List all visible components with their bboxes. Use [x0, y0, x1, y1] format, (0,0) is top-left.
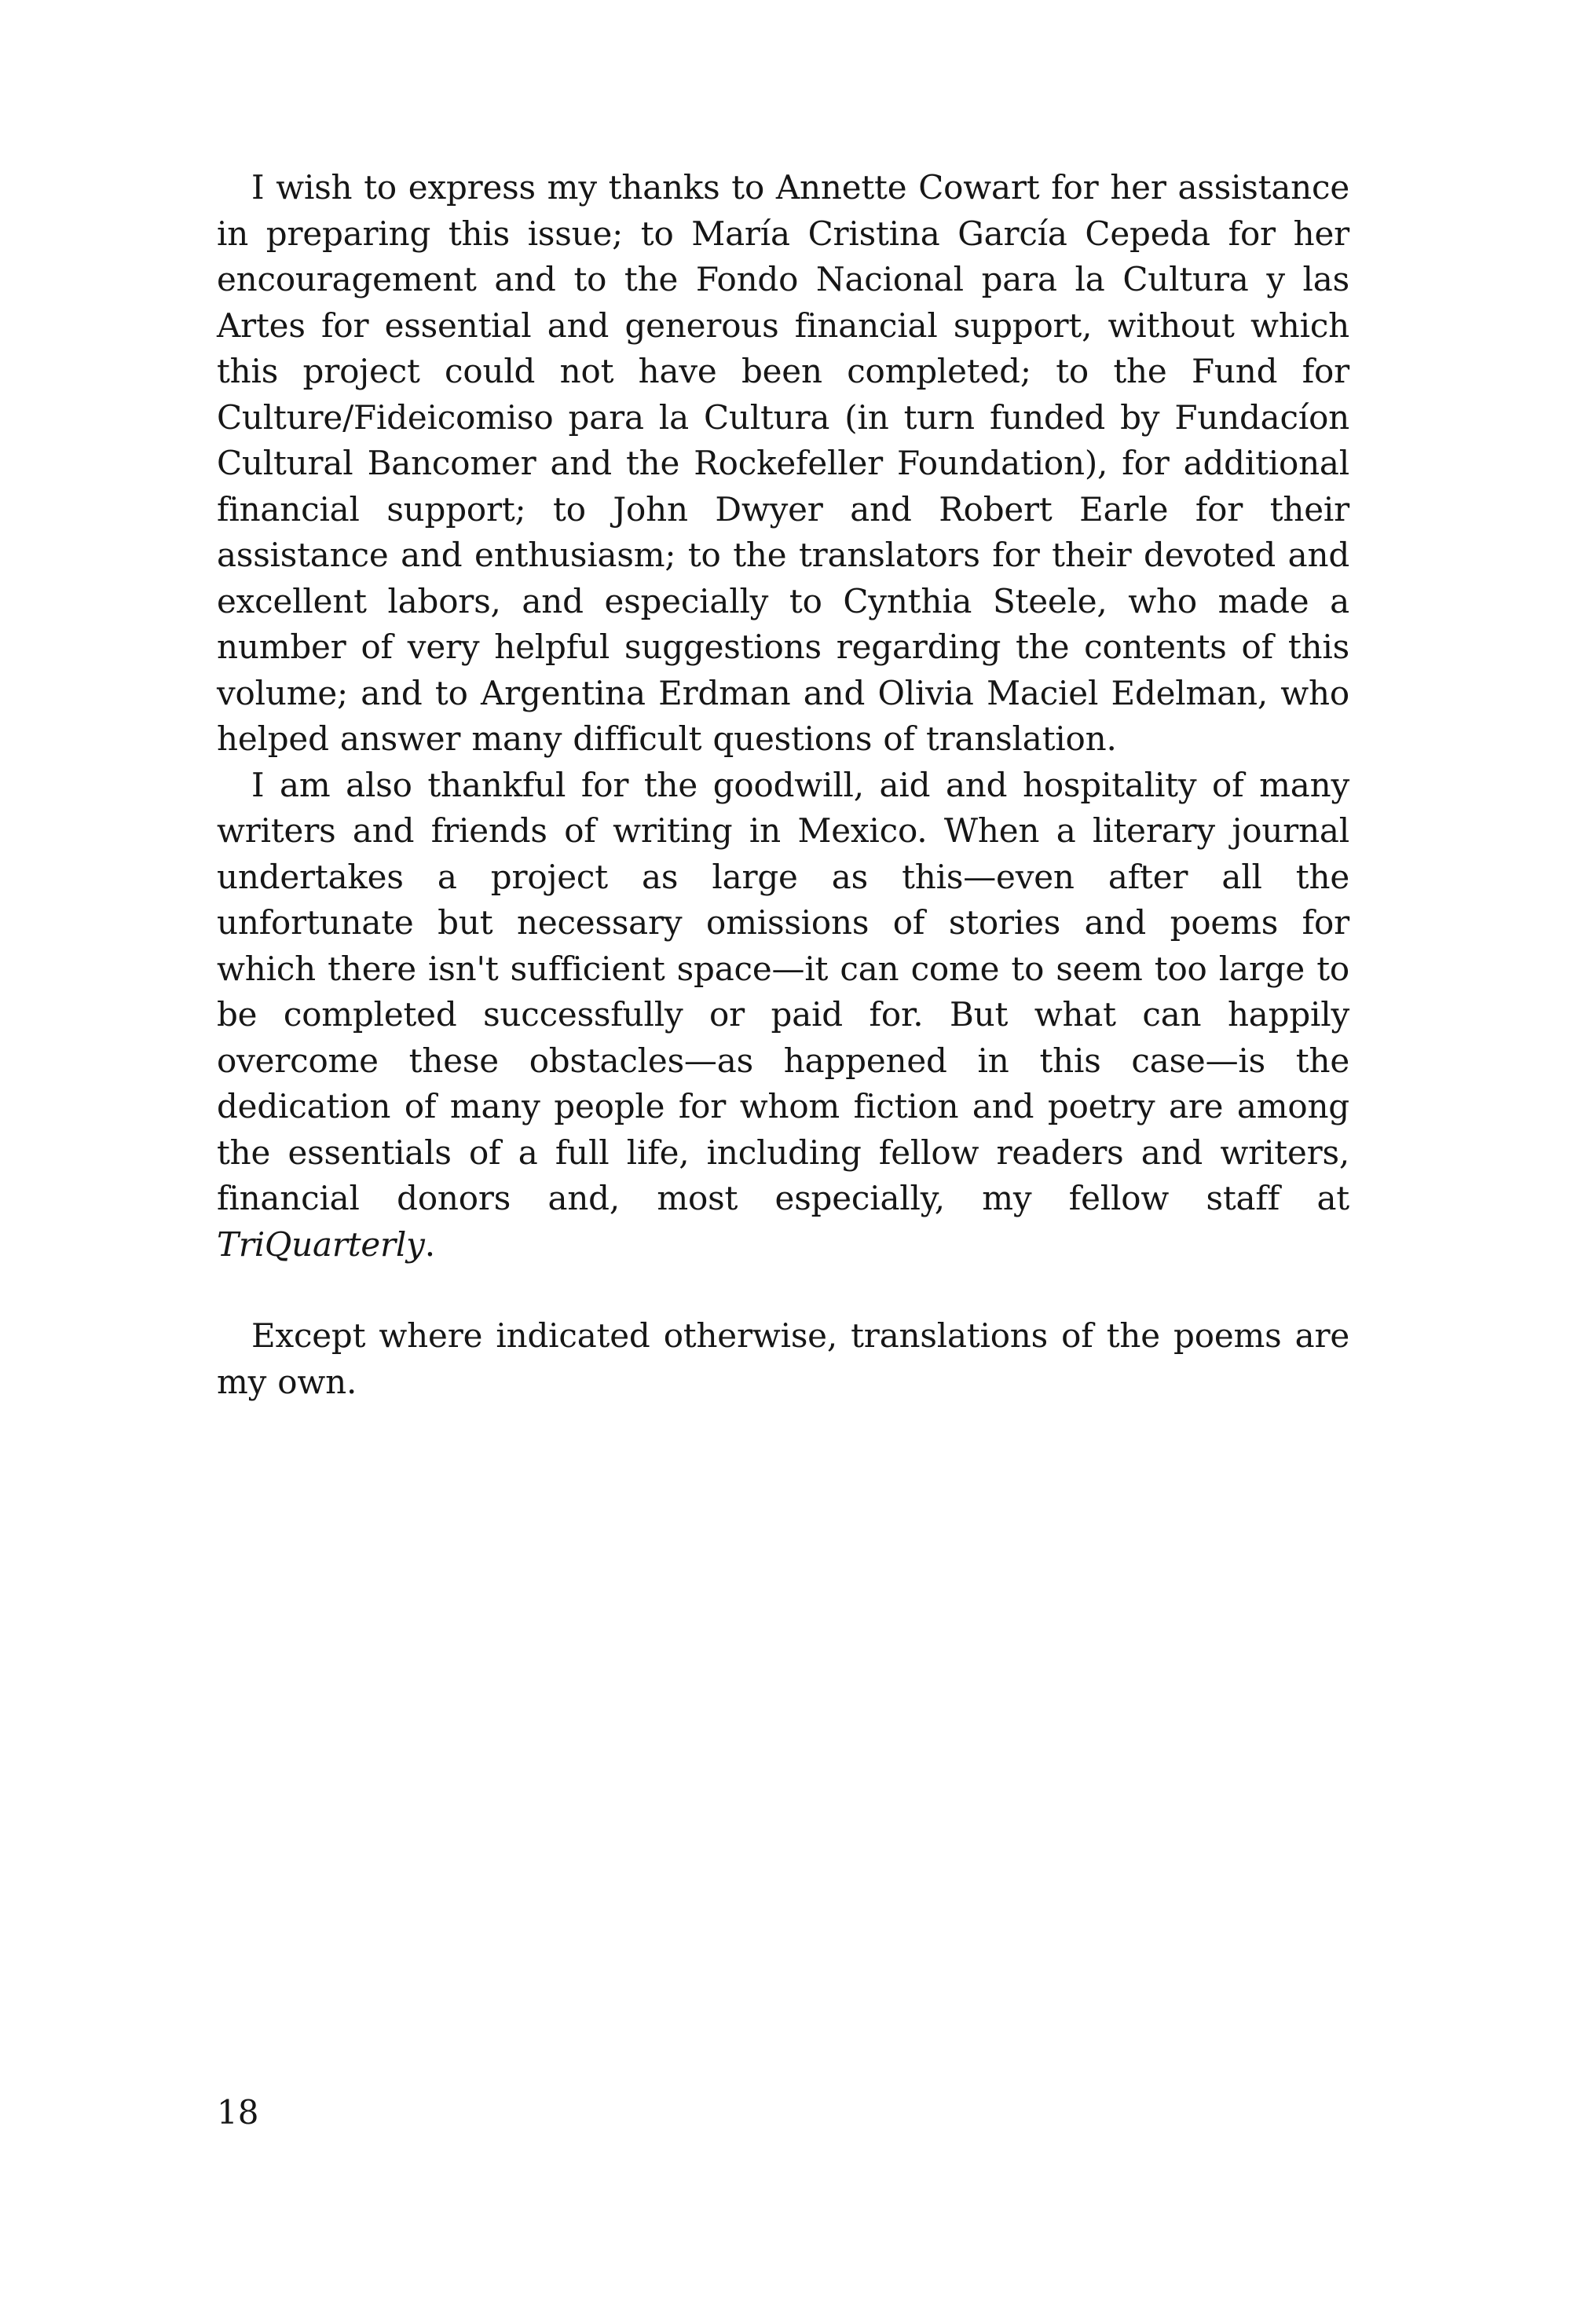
page-number: 18	[217, 2093, 259, 2132]
thanks-paragraph-end: .	[424, 1224, 435, 1264]
thanks-paragraph-text: I am also thankful for the goodwill, aid and hospitality of many writers and friends of writing in Mexico. When a literary journal undertakes a project as large as this—even after all the unfortunate but necessary omissions of stories and poems for which there isn't sufficient space—it can come to seem too large to be completed successfully or paid for. But what can happily overcome these obstacles—as happened in this case—is the dedication of many people for whom fiction and poetry are among the essentials of a full life, including fellow readers and writers, financial donors and, most especially, my fellow staff at	[217, 765, 1349, 1217]
thanks-paragraph	[217, 763, 1349, 1268]
acknowledgments-paragraph: I wish to express my thanks to Annette Cowart for her assistance in preparing this issue; to María Cristina García Cepeda for her encouragement and to the Fondo Nacional para la Cultura y las Artes for essential and generous financial support, without which this project could not have been completed; to the Fund for Culture/Fideicomiso para la Cultura (in turn funded by Fundacíon Cultural Bancomer and the Rockefeller Foundation), for additional financial support; to John Dwyer and Robert Earle for their assistance and enthusiasm; to the translators for their devoted and excellent labors, and especially to Cynthia Steele, who made a number of very helpful suggestions regarding the contents of this volume; and to Argentina Erdman and Olivia Maciel Edelman, who helped answer many difficult questions of translation.	[217, 168, 1349, 758]
body-text	[217, 165, 1349, 1405]
journal-title: TriQuarterly	[217, 1224, 425, 1264]
translations-note: Except where indicated otherwise, translations of the poems are my own.	[217, 1316, 1349, 1401]
